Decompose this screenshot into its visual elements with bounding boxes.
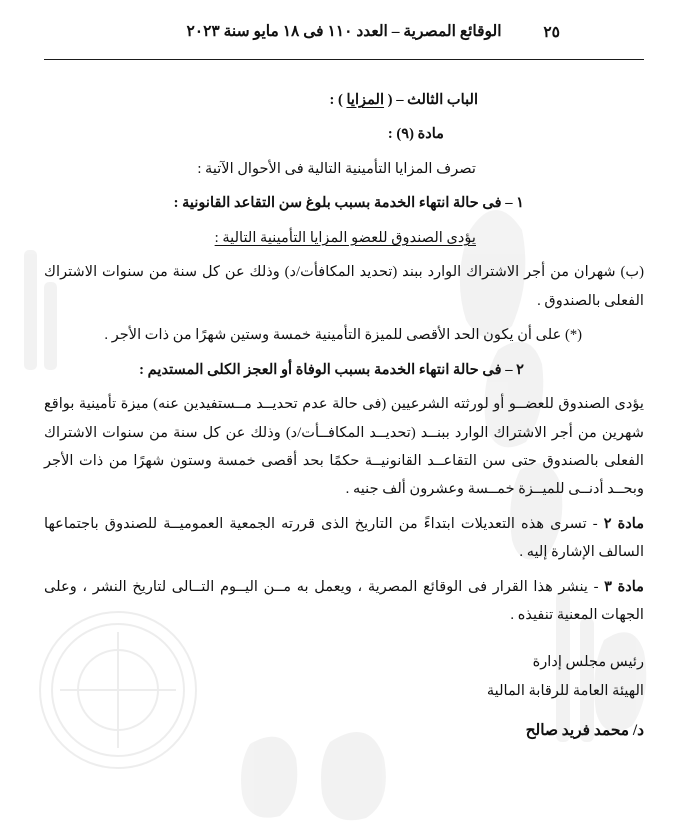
article2-label: مادة ٢ [603,515,645,532]
article3-label: مادة ٣ [604,578,644,595]
article3-paragraph [44,573,644,630]
clause1-heading: ١ – فى حالة انتهاء الخدمة بسبب بلوغ سن التقاعد القانونية : [173,195,524,212]
clause2-text: يؤدى الصندوق للعضــو أو لورثته الشرعيين (فى حالة عدم تحديــد مــستفيدين عنه) ميزة تأمينية بواقع شهرين من أجر الاشتراك الوارد ببنــد (تحديــد المكافــأت/د) وذلك عن كل سنة من سنوات الاشتراك الفعلى بالصندوق حتى سن التقاعــد القانونيــة حكمًا بحد أقصى خمسة وستون شهرًا من ذات الأجر وبحــد أدنــى للميــزة خمــسة وعشرون ألف جنيه . [44,396,644,498]
document-body [44,86,644,747]
signatory-title-line2: الهيئة العامة للرقابة المالية [486,682,644,699]
signatory-title-line1: رئيس مجلس إدارة [532,653,644,670]
running-head-title: الوقائع المصرية – العدد ١١٠ فى ١٨ مايو سنة ٢٠٢٣ [186,23,502,40]
signatory-name: د/ محمد فريد صالح [525,722,644,740]
running-head [44,22,644,56]
chapter-keyword: المزايا [346,92,385,108]
clause1-note: (*) على أن يكون الحد الأقصى للميزة التأمينية خمسة وستين شهرًا من ذات الأجر . [104,327,582,344]
clause1-item-b: (ب) شهران من أجر الاشتراك الوارد ببند (تحديد المكافأت/د) وذلك عن كل سنة من سنوات الاشتراك الفعلى بالصندوق . [44,264,644,309]
article3-text: - ينشر هذا القرار فى الوقائع المصرية ، ويعمل به مــن اليــوم التــالى لتاريخ النشر ، وعلى الجهات المعنية تنفيذه . [44,578,644,624]
chapter-label: الباب الثالث – ( [384,92,478,108]
article2-text: - تسرى هذه التعديلات ابتداءً من التاريخ الذى قررته الجمعية العموميــة للصندوق باجتماعها السالف الإشارة إليه . [44,515,644,561]
article-label: مادة (٩) : [387,126,444,143]
page-number: ٢٥ [543,24,560,41]
clause2-heading: ٢ – فى حالة انتهاء الخدمة بسبب الوفاة أو العجز الكلى المستديم : [139,361,524,378]
article2-paragraph [44,510,644,567]
signature-block [44,648,644,747]
clause1-subheading: يؤدى الصندوق للعضو المزايا التأمينية التالية : [214,229,476,246]
header-rule [44,59,644,60]
chapter-line [44,86,644,114]
chapter-tail: ) : [329,92,347,108]
intro-paragraph: تصرف المزايا التأمينية التالية فى الأحوال الآتية : [197,160,476,177]
